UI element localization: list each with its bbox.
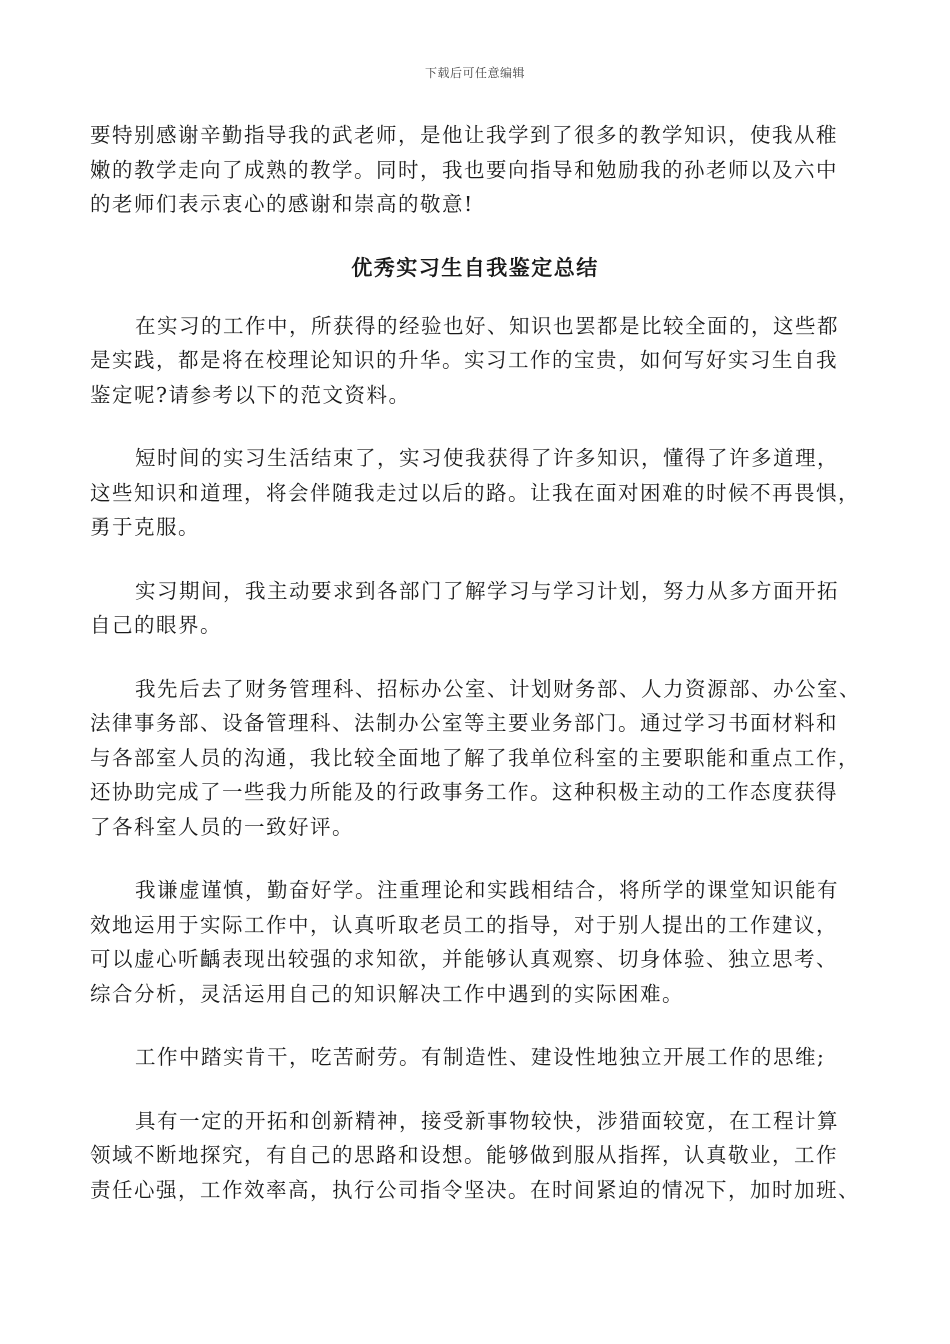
text-line: 短时间的实习生活结束了，实习使我获得了许多知识，懂得了许多道理，: [135, 446, 839, 470]
text-line: 与各部室人员的沟通，我比较全面地了解了我单位科室的主要职能和重点工作，: [90, 745, 860, 770]
document-title: 优秀实习生自我鉴定总结: [351, 254, 599, 280]
header-note: 下载后可任意编辑: [424, 66, 525, 80]
text-line: 具有一定的开拓和创新精神，接受新事物较快，涉猎面较宽，在工程计算: [135, 1108, 839, 1133]
text-line: 了各科室人员的一致好评。: [90, 814, 354, 839]
paragraph-4: [90, 672, 860, 845]
text-line: 的老师们表示衷心的感谢和崇高的敬意!: [90, 192, 474, 216]
text-line: 嫩的教学走向了成熟的教学。同时，我也要向指导和勉励我的孙老师以及六中: [90, 157, 838, 182]
paragraph-6: [90, 1040, 860, 1075]
paragraph-5: [90, 873, 860, 1011]
text-line: 在实习的工作中，所获得的经验也好、知识也罢都是比较全面的，这些都: [135, 313, 839, 338]
text-line: 可以虚心听齲表现出较强的求知欲，并能够认真观察、切身体验、独立思考、: [90, 947, 838, 971]
intro-paragraph: [90, 118, 860, 222]
text-line: 这些知识和道理，将会伴随我走过以后的路。让我在面对困难的时候不再畏惧，: [90, 480, 860, 505]
text-line: 实习期间，我主动要求到各部门了解学习与学习计划，努力从多方面开拓: [135, 578, 839, 603]
text-line: 效地运用于实际工作中，认真听取老员工的指导，对于别人提出的工作建议，: [90, 912, 838, 937]
text-line: 领域不断地探究，有自己的思路和设想。能够做到服从指挥，认真敬业，工作: [90, 1143, 838, 1167]
text-line: 是实践，都是将在校理论知识的升华。实习工作的宝贵，如何写好实习生自我: [90, 348, 838, 372]
document-body: [90, 118, 860, 1236]
text-line: 我先后去了财务管理科、招标办公室、计划财务部、人力资源部、办公室、: [135, 676, 861, 701]
text-line: 责任心强，工作效率高，执行公司指令坚决。在时间紧迫的情况下，加时加班、: [90, 1177, 860, 1202]
paragraph-1: [90, 309, 860, 413]
paragraph-2: [90, 441, 860, 545]
text-line: 鉴定呢?请参考以下的范文资料。: [90, 382, 411, 407]
text-line: 勇于克服。: [90, 515, 200, 539]
text-line: 还协助完成了一些我力所能及的行政事务工作。这种积极主动的工作态度获得: [90, 780, 838, 804]
text-line: 法律事务部、设备管理科、法制办公室等主要业务部门。通过学习书面材料和: [90, 711, 838, 735]
text-line: 自己的眼界。: [90, 613, 222, 637]
paragraph-3: [90, 574, 860, 643]
text-line: 我谦虚谨慎，勤奋好学。注重理论和实践相结合，将所学的课堂知识能有: [135, 878, 839, 902]
paragraph-7: [90, 1104, 860, 1208]
text-line: 要特别感谢辛勤指导我的武老师，是他让我学到了很多的教学知识，使我从稚: [90, 123, 838, 147]
text-line: 综合分析，灵活运用自己的知识解决工作中遇到的实际困难。: [90, 981, 684, 1006]
text-line: 工作中踏实肯干，吃苦耐劳。有制造性、建设性地独立开展工作的思维;: [135, 1045, 826, 1069]
